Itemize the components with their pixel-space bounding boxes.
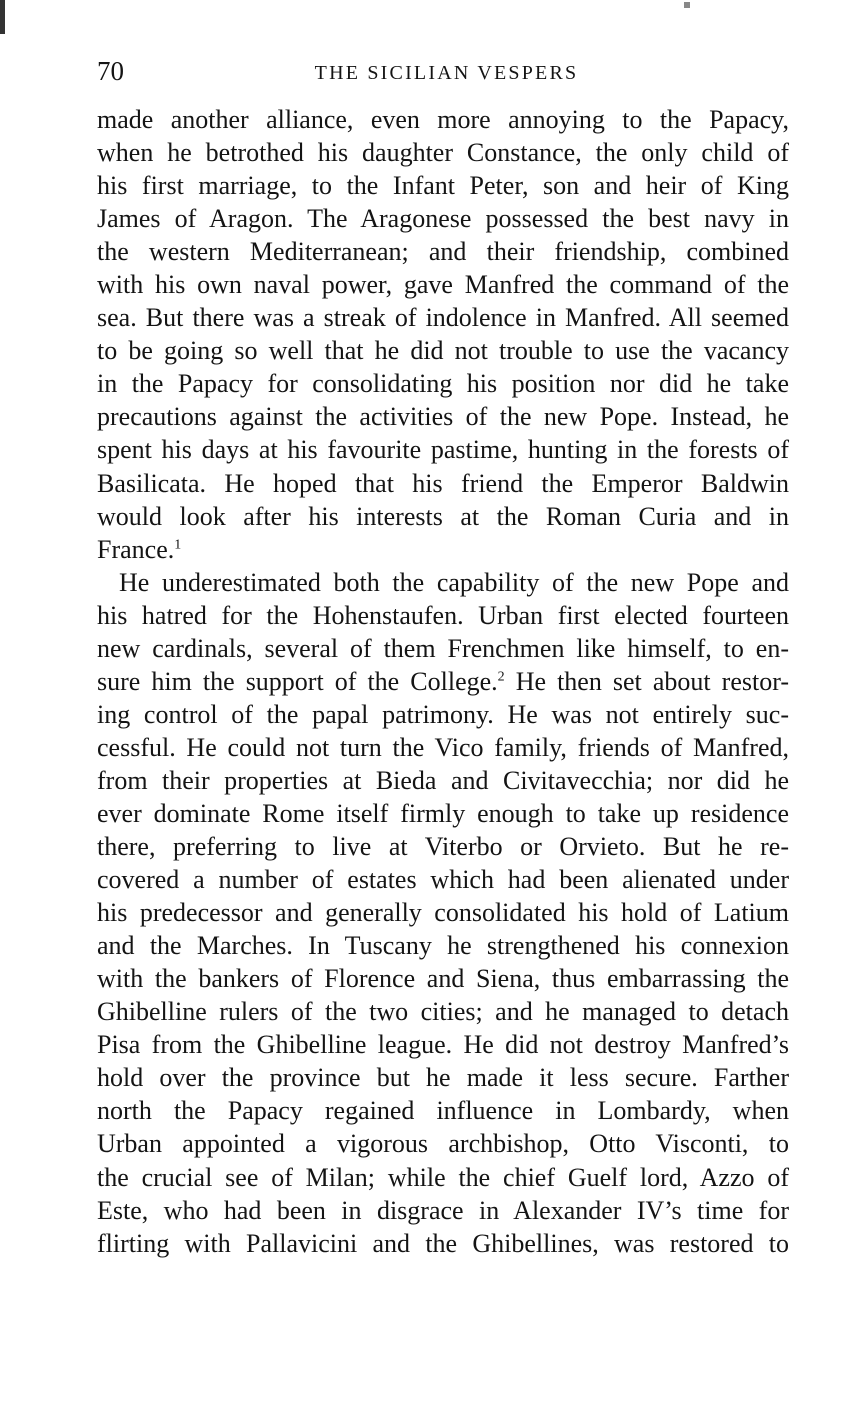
text-line: new cardinals, several of them Frenchmen like himself, to en- (97, 633, 789, 663)
text-line: ing control of the papal patrimony. He was not entirely suc- (97, 699, 789, 729)
text-line: with his own naval power, gave Manfred the command of the (97, 270, 789, 300)
page-number: 70 (97, 56, 124, 86)
text-line: to be going so well that he did not trouble to use the vacancy (97, 336, 789, 366)
text-line (97, 665, 789, 698)
text-line: with the bankers of Florence and Siena, thus embarrassing the (97, 964, 789, 994)
scan-artifact (0, 0, 5, 34)
footnote-ref-1[interactable]: 1 (174, 536, 182, 552)
text-line: Este, who had been in disgrace in Alexander IV’s time for (97, 1195, 789, 1225)
text-line: when he betrothed his daughter Constance, the only child of (97, 138, 789, 168)
text-line: north the Papacy regained influence in Lombardy, when (97, 1096, 789, 1126)
text-line: his hatred for the Hohenstaufen. Urban first elected fourteen (97, 600, 789, 630)
text-line: Pisa from the Ghibelline league. He did not destroy Manfred’s (97, 1030, 789, 1060)
text-line: Basilicata. He hoped that his friend the Emperor Baldwin (97, 468, 789, 498)
paragraph-2 (97, 566, 789, 1260)
text-line: cessful. He could not turn the Vico family, friends of Manfred, (97, 732, 789, 762)
running-title-text: THE SICILIAN VESPERS (314, 62, 579, 84)
text-line: ever dominate Rome itself firmly enough to take up residence (97, 798, 789, 828)
text-line: and the Marches. In Tuscany he strengthened his connexion (97, 931, 789, 961)
text-line-content: He then set about restor- (504, 666, 789, 696)
text-line: his first marriage, to the Infant Peter, son and heir of King (97, 171, 789, 201)
text-line: hold over the province but he made it less secure. Farther (97, 1063, 789, 1093)
text-line: covered a number of estates which had been alienated under (97, 865, 789, 895)
text-line (97, 533, 789, 566)
text-line: there, preferring to live at Viterbo or Orvieto. But he re- (97, 832, 789, 862)
text-line: Urban appointed a vigorous archbishop, Otto Visconti, to (97, 1129, 789, 1159)
text-line: the western Mediterranean; and their friendship, combined (97, 237, 789, 267)
text-line: his predecessor and generally consolidated his hold of Latium (97, 898, 789, 928)
text-line: He underestimated both the capability of the new Pope and (119, 567, 789, 597)
text-line-content: sure him the support of the College. (97, 666, 498, 696)
text-line: sea. But there was a streak of indolence in Manfred. All seemed (97, 303, 789, 333)
text-line: spent his days at his favourite pastime, hunting in the forests of (97, 435, 789, 465)
text-line: the crucial see of Milan; while the chief Guelf lord, Azzo of (97, 1162, 789, 1192)
footnote-ref-2[interactable]: 2 (497, 669, 505, 685)
text-line: Ghibelline rulers of the two cities; and he managed to detach (97, 997, 789, 1027)
body-text (97, 103, 789, 1260)
text-line: James of Aragon. The Aragonese possessed the best navy in (97, 204, 789, 234)
scan-artifact (684, 2, 690, 8)
text-line: would look after his interests at the Roman Curia and in (97, 501, 789, 531)
text-line: flirting with Pallavicini and the Ghibellines, was restored to (97, 1228, 789, 1258)
running-title (0, 60, 865, 86)
text-line: from their properties at Bieda and Civitavecchia; nor did he (97, 765, 789, 795)
text-line: made another alliance, even more annoying to the Papacy, (97, 105, 789, 134)
text-line: in the Papacy for consolidating his position nor did he take (97, 369, 789, 399)
text-line: precautions against the activities of the new Pope. Instead, he (97, 402, 789, 432)
text-line-content: France. (97, 534, 175, 564)
paragraph-1 (97, 103, 789, 566)
